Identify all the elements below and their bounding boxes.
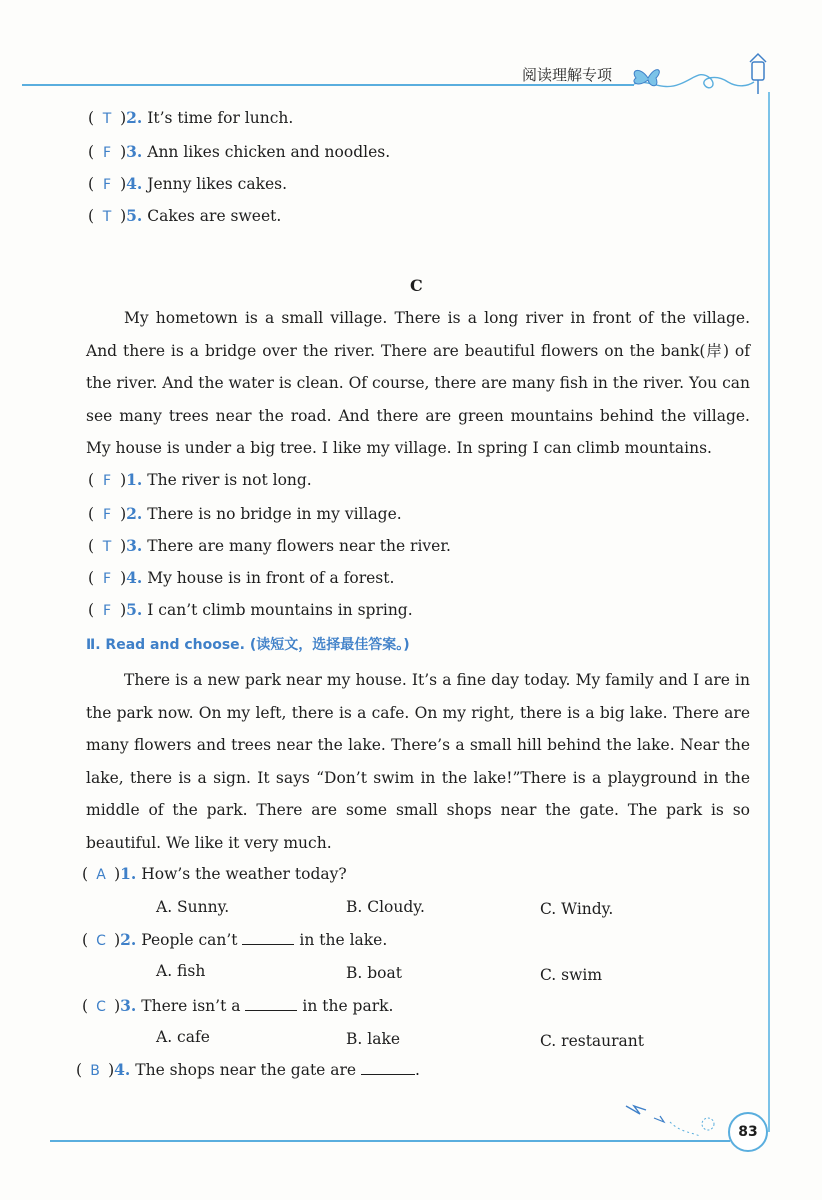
- question-stem: There isn’t a: [141, 997, 241, 1015]
- item-number: 2.: [120, 930, 137, 949]
- item-number: 3.: [126, 536, 143, 555]
- handwritten-answer: B: [90, 1063, 100, 1079]
- close-paren-glyph: ): [120, 175, 127, 193]
- item-text: Cakes are sweet.: [147, 207, 282, 225]
- close-paren-glyph: ): [120, 601, 127, 619]
- open-paren-glyph: (: [88, 505, 95, 523]
- list-item: [88, 536, 451, 555]
- handwritten-answer: T: [102, 111, 112, 127]
- list-item: [88, 142, 390, 161]
- section-heading: Ⅱ. Read and choose. (读短文，选择最佳答案。): [86, 637, 410, 653]
- item-text: Jenny likes cakes.: [147, 175, 288, 193]
- question-stem-end: in the lake.: [299, 931, 388, 949]
- item-number: 2.: [126, 504, 143, 523]
- close-paren-glyph: ): [120, 143, 127, 161]
- item-number: 2.: [126, 108, 143, 127]
- butterfly-lamp-decoration-icon: [620, 48, 770, 98]
- handwritten-answer: C: [96, 933, 106, 949]
- open-paren-glyph: (: [88, 569, 95, 587]
- item-text: It’s time for lunch.: [147, 109, 294, 127]
- item-text: My house is in front of a forest.: [147, 569, 395, 587]
- close-paren-glyph: ): [120, 471, 127, 489]
- open-paren-glyph: (: [82, 931, 89, 949]
- open-paren-glyph: (: [88, 537, 95, 555]
- close-paren-glyph: ): [108, 1061, 115, 1079]
- open-paren-glyph: (: [88, 143, 95, 161]
- option-c: C. restaurant: [540, 1032, 645, 1050]
- answer-blank: [361, 1060, 415, 1075]
- option-c: C. swim: [540, 966, 603, 984]
- question-item: [76, 1060, 420, 1079]
- item-number: 5.: [126, 600, 143, 619]
- question-stem-end: in the park.: [302, 997, 394, 1015]
- item-text: Ann likes chicken and noodles.: [147, 143, 391, 161]
- section-heading: C: [410, 276, 423, 295]
- handwritten-answer: F: [103, 507, 112, 523]
- list-item: [88, 600, 413, 619]
- close-paren-glyph: ): [120, 109, 127, 127]
- list-item: [88, 504, 402, 523]
- question-stem: People can’t: [141, 931, 238, 949]
- open-paren-glyph: (: [88, 109, 95, 127]
- close-paren-glyph: ): [120, 569, 127, 587]
- open-paren-glyph: (: [82, 865, 89, 883]
- handwritten-answer: F: [103, 177, 112, 193]
- answer-blank: [242, 930, 294, 945]
- list-item: [88, 108, 293, 127]
- question-item: [82, 864, 347, 883]
- option-b: B. boat: [346, 964, 402, 982]
- open-paren-glyph: (: [88, 175, 95, 193]
- answer-blank: [245, 996, 297, 1011]
- item-number: 4.: [114, 1060, 131, 1079]
- handwritten-answer: T: [102, 539, 112, 555]
- open-paren-glyph: (: [82, 997, 89, 1015]
- close-paren-glyph: ): [120, 207, 127, 225]
- handwritten-answer: F: [103, 571, 112, 587]
- option-c: C. Windy.: [540, 900, 614, 918]
- option-a: A. cafe: [156, 1028, 210, 1046]
- close-paren-glyph: ): [114, 997, 121, 1015]
- open-paren-glyph: (: [88, 601, 95, 619]
- option-a: A. fish: [156, 962, 206, 980]
- list-item: [88, 470, 312, 489]
- handwritten-answer: T: [102, 209, 112, 225]
- close-paren-glyph: ): [114, 865, 121, 883]
- list-item: [88, 174, 287, 193]
- open-paren-glyph: (: [76, 1061, 83, 1079]
- page-header-title: 阅读理解专项: [522, 66, 613, 84]
- reading-passage: There is a new park near my house. It’s a fine day today. My family and I are in the park now. On my left, there is a cafe. On my right, there is a big lake. There are many flowers and trees near the lake. There’s a small hill behind the lake. Near the lake, there is a sign. It says “Don’t swim in the lake!”There is a playground in the middle of the park. There are some small shops near the gate. The park is so beautiful. We like it very much.: [86, 671, 750, 852]
- question-stem: How’s the weather today?: [141, 865, 347, 883]
- footer-rule: [50, 1140, 730, 1142]
- item-text: There are many flowers near the river.: [147, 537, 451, 555]
- item-number: 4.: [126, 174, 143, 193]
- right-margin-rule: [768, 92, 770, 1132]
- handwritten-answer: C: [96, 999, 106, 1015]
- close-paren-glyph: ): [120, 505, 127, 523]
- item-text: There is no bridge in my village.: [147, 505, 402, 523]
- question-stem-end: .: [415, 1061, 420, 1079]
- question-item: [82, 996, 393, 1015]
- open-paren-glyph: (: [88, 471, 95, 489]
- list-item: [88, 206, 281, 225]
- item-number: 3.: [126, 142, 143, 161]
- item-text: The river is not long.: [147, 471, 312, 489]
- item-number: 3.: [120, 996, 137, 1015]
- open-paren-glyph: (: [88, 207, 95, 225]
- question-stem: The shops near the gate are: [135, 1061, 357, 1079]
- handwritten-answer: A: [96, 867, 106, 883]
- option-a: A. Sunny.: [156, 898, 230, 916]
- item-number: 1.: [126, 470, 143, 489]
- item-text: I can’t climb mountains in spring.: [147, 601, 413, 619]
- option-b: B. Cloudy.: [346, 898, 425, 916]
- bird-swirl-decoration-icon: [620, 1092, 740, 1142]
- list-item: [88, 568, 394, 587]
- close-paren-glyph: ): [120, 537, 127, 555]
- question-item: [82, 930, 387, 949]
- handwritten-answer: F: [103, 603, 112, 619]
- item-number: 4.: [126, 568, 143, 587]
- handwritten-answer: F: [103, 145, 112, 161]
- page-number: 83: [728, 1112, 768, 1152]
- handwritten-answer: F: [103, 473, 112, 489]
- option-b: B. lake: [346, 1030, 401, 1048]
- reading-passage: My hometown is a small village. There is a long river in front of the village. And there is a bridge over the river. There are beautiful flowers on the bank(岸) of the river. And the water is clean. Of course, there are many fish in the river. You can see many trees near the road. And there are green mountains behind the village. My house is under a big tree. I like my village. In spring I can climb mountains.: [86, 309, 750, 457]
- item-number: 5.: [126, 206, 143, 225]
- item-number: 1.: [120, 864, 137, 883]
- close-paren-glyph: ): [114, 931, 121, 949]
